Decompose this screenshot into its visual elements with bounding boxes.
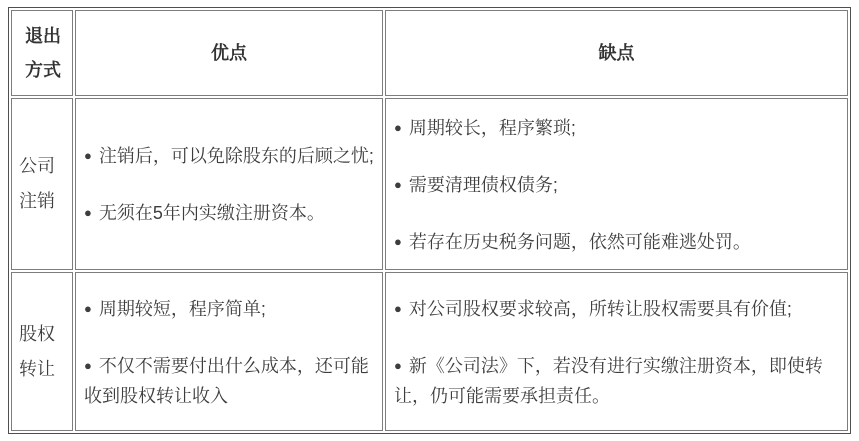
header-exit-method-line2: 方式	[25, 60, 61, 80]
list-item	[394, 294, 839, 324]
list-item	[394, 227, 839, 257]
header-pros: 优点	[75, 10, 383, 96]
list-item-text: 无须在5年内实缴注册资本。	[98, 203, 325, 223]
bullet-icon: ●	[84, 357, 92, 373]
bullet-icon: ●	[394, 233, 402, 249]
list-item-text: 需要清理债权债务;	[408, 174, 558, 195]
header-exit-method-line1: 退出	[25, 26, 61, 46]
bullet-icon: ●	[394, 176, 402, 192]
list-item	[394, 351, 839, 411]
cons-cell-company-deregistration	[385, 98, 848, 270]
bullet-icon: ●	[394, 300, 402, 316]
method-line1: 公司	[19, 156, 55, 176]
cons-cell-equity-transfer	[385, 272, 848, 431]
header-cons: 缺点	[385, 10, 848, 96]
list-item	[84, 141, 374, 171]
list-item	[84, 351, 374, 411]
list-item	[394, 113, 839, 143]
table-row-company-deregistration	[11, 98, 848, 270]
bullet-icon: ●	[84, 300, 92, 316]
method-line2: 注销	[19, 191, 55, 211]
bullet-icon: ●	[394, 119, 402, 135]
list-item-text: 周期较长，程序繁琐;	[408, 117, 576, 138]
method-cell-equity-transfer	[11, 272, 73, 431]
list-item-text: 对公司股权要求较高，所转让股权需要具有价值;	[408, 298, 792, 319]
method-line1: 股权	[19, 323, 55, 344]
list-item-text: 若存在历史税务问题，依然可能难逃处罚。	[408, 231, 751, 252]
list-item-text: 新《公司法》下，若没有进行实缴注册资本，即使转让，仍可能需要承担责任。	[394, 355, 823, 406]
list-item-text: 注销后，可以免除股东的后顾之忧;	[98, 146, 374, 166]
table-row-equity-transfer	[11, 272, 848, 431]
exit-method-comparison-table	[8, 7, 851, 434]
list-item	[84, 294, 374, 324]
pros-cell-company-deregistration	[75, 98, 383, 270]
list-item-text: 周期较短，程序简单;	[98, 298, 266, 319]
method-cell-company-deregistration	[11, 98, 73, 270]
method-line2: 转让	[19, 358, 55, 379]
pros-cell-equity-transfer	[75, 272, 383, 431]
bullet-icon: ●	[394, 357, 402, 373]
bullet-icon: ●	[84, 148, 92, 163]
list-item	[394, 170, 839, 200]
list-item-text: 不仅不需要付出什么成本，还可能收到股权转让收入	[84, 355, 369, 406]
header-row	[11, 10, 848, 96]
list-item	[84, 198, 374, 228]
header-exit-method	[11, 10, 73, 96]
bullet-icon: ●	[84, 205, 92, 220]
